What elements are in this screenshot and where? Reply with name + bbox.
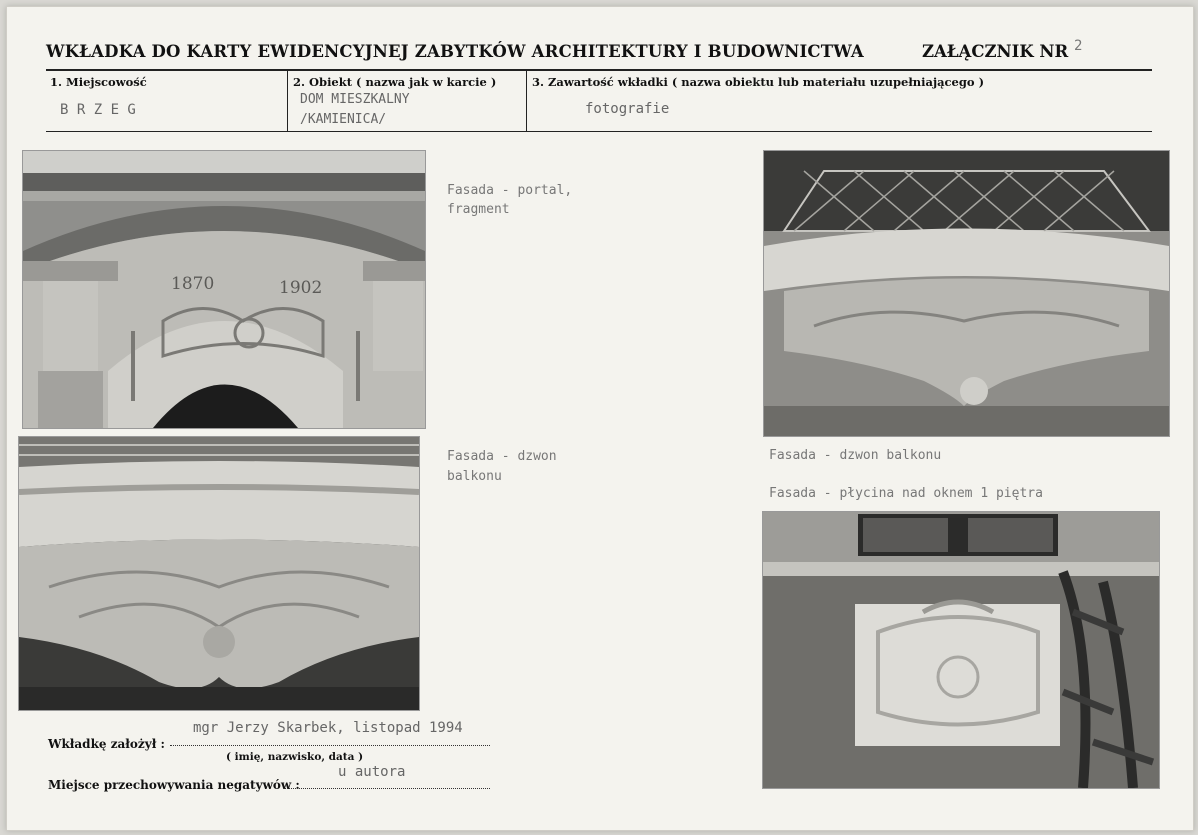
caption-panel: Fasada - płycina nad oknem 1 piętra bbox=[769, 486, 1043, 501]
content-label: 3. Zawartość wkładki ( nazwa obiektu lub materiału uzupełniającego ) bbox=[532, 75, 985, 89]
balcony-left-image bbox=[19, 437, 419, 710]
locality-label: 1. Miejscowość bbox=[50, 75, 147, 89]
panel-image bbox=[763, 512, 1159, 788]
object-value-line1: DOM MIESZKALNY bbox=[300, 92, 410, 107]
author-value: mgr Jerzy Skarbek, listopad 1994 bbox=[193, 720, 463, 736]
portal-date-right: 1902 bbox=[279, 278, 323, 298]
photo-portal-fragment bbox=[22, 150, 426, 429]
caption-portal-line2: fragment bbox=[447, 202, 510, 217]
author-line bbox=[170, 745, 490, 746]
fields-bottom-rule bbox=[46, 131, 1152, 132]
balcony-right-image bbox=[764, 151, 1169, 436]
caption-portal-line1: Fasada - portal, bbox=[447, 183, 573, 198]
caption-left-balcony-line1: Fasada - dzwon bbox=[447, 449, 557, 464]
storage-value: u autora bbox=[338, 764, 406, 780]
photo-balcony-right bbox=[763, 150, 1170, 437]
photo-balcony-left bbox=[18, 436, 420, 711]
fields-divider-1 bbox=[287, 70, 288, 132]
portal-date-left: 1870 bbox=[171, 274, 215, 294]
author-label: Wkładkę założył : bbox=[48, 737, 165, 751]
storage-line bbox=[285, 788, 490, 789]
storage-label: Miejsce przechowywania negatywów : bbox=[48, 778, 300, 792]
annex-number: 2 bbox=[1074, 38, 1083, 54]
annex-label: ZAŁĄCZNIK NR bbox=[922, 42, 1069, 61]
photo-panel-above-window bbox=[762, 511, 1160, 789]
locality-value: B R Z E G bbox=[60, 102, 136, 118]
object-label: 2. Obiekt ( nazwa jak w karcie ) bbox=[293, 75, 497, 89]
header-rule bbox=[46, 69, 1152, 71]
fields-divider-2 bbox=[526, 70, 527, 132]
document-title: WKŁADKA DO KARTY EWIDENCYJNEJ ZABYTKÓW ARCHITEKTURY I BUDOWNICTWA bbox=[46, 42, 864, 61]
caption-right-balcony: Fasada - dzwon balkonu bbox=[769, 448, 942, 463]
author-hint: ( imię, nazwisko, data ) bbox=[226, 751, 364, 763]
content-value: fotografie bbox=[585, 101, 670, 117]
caption-left-balcony-line2: balkonu bbox=[447, 469, 502, 484]
portal-image bbox=[23, 151, 425, 428]
object-value-line2: /KAMIENICA/ bbox=[300, 112, 387, 127]
